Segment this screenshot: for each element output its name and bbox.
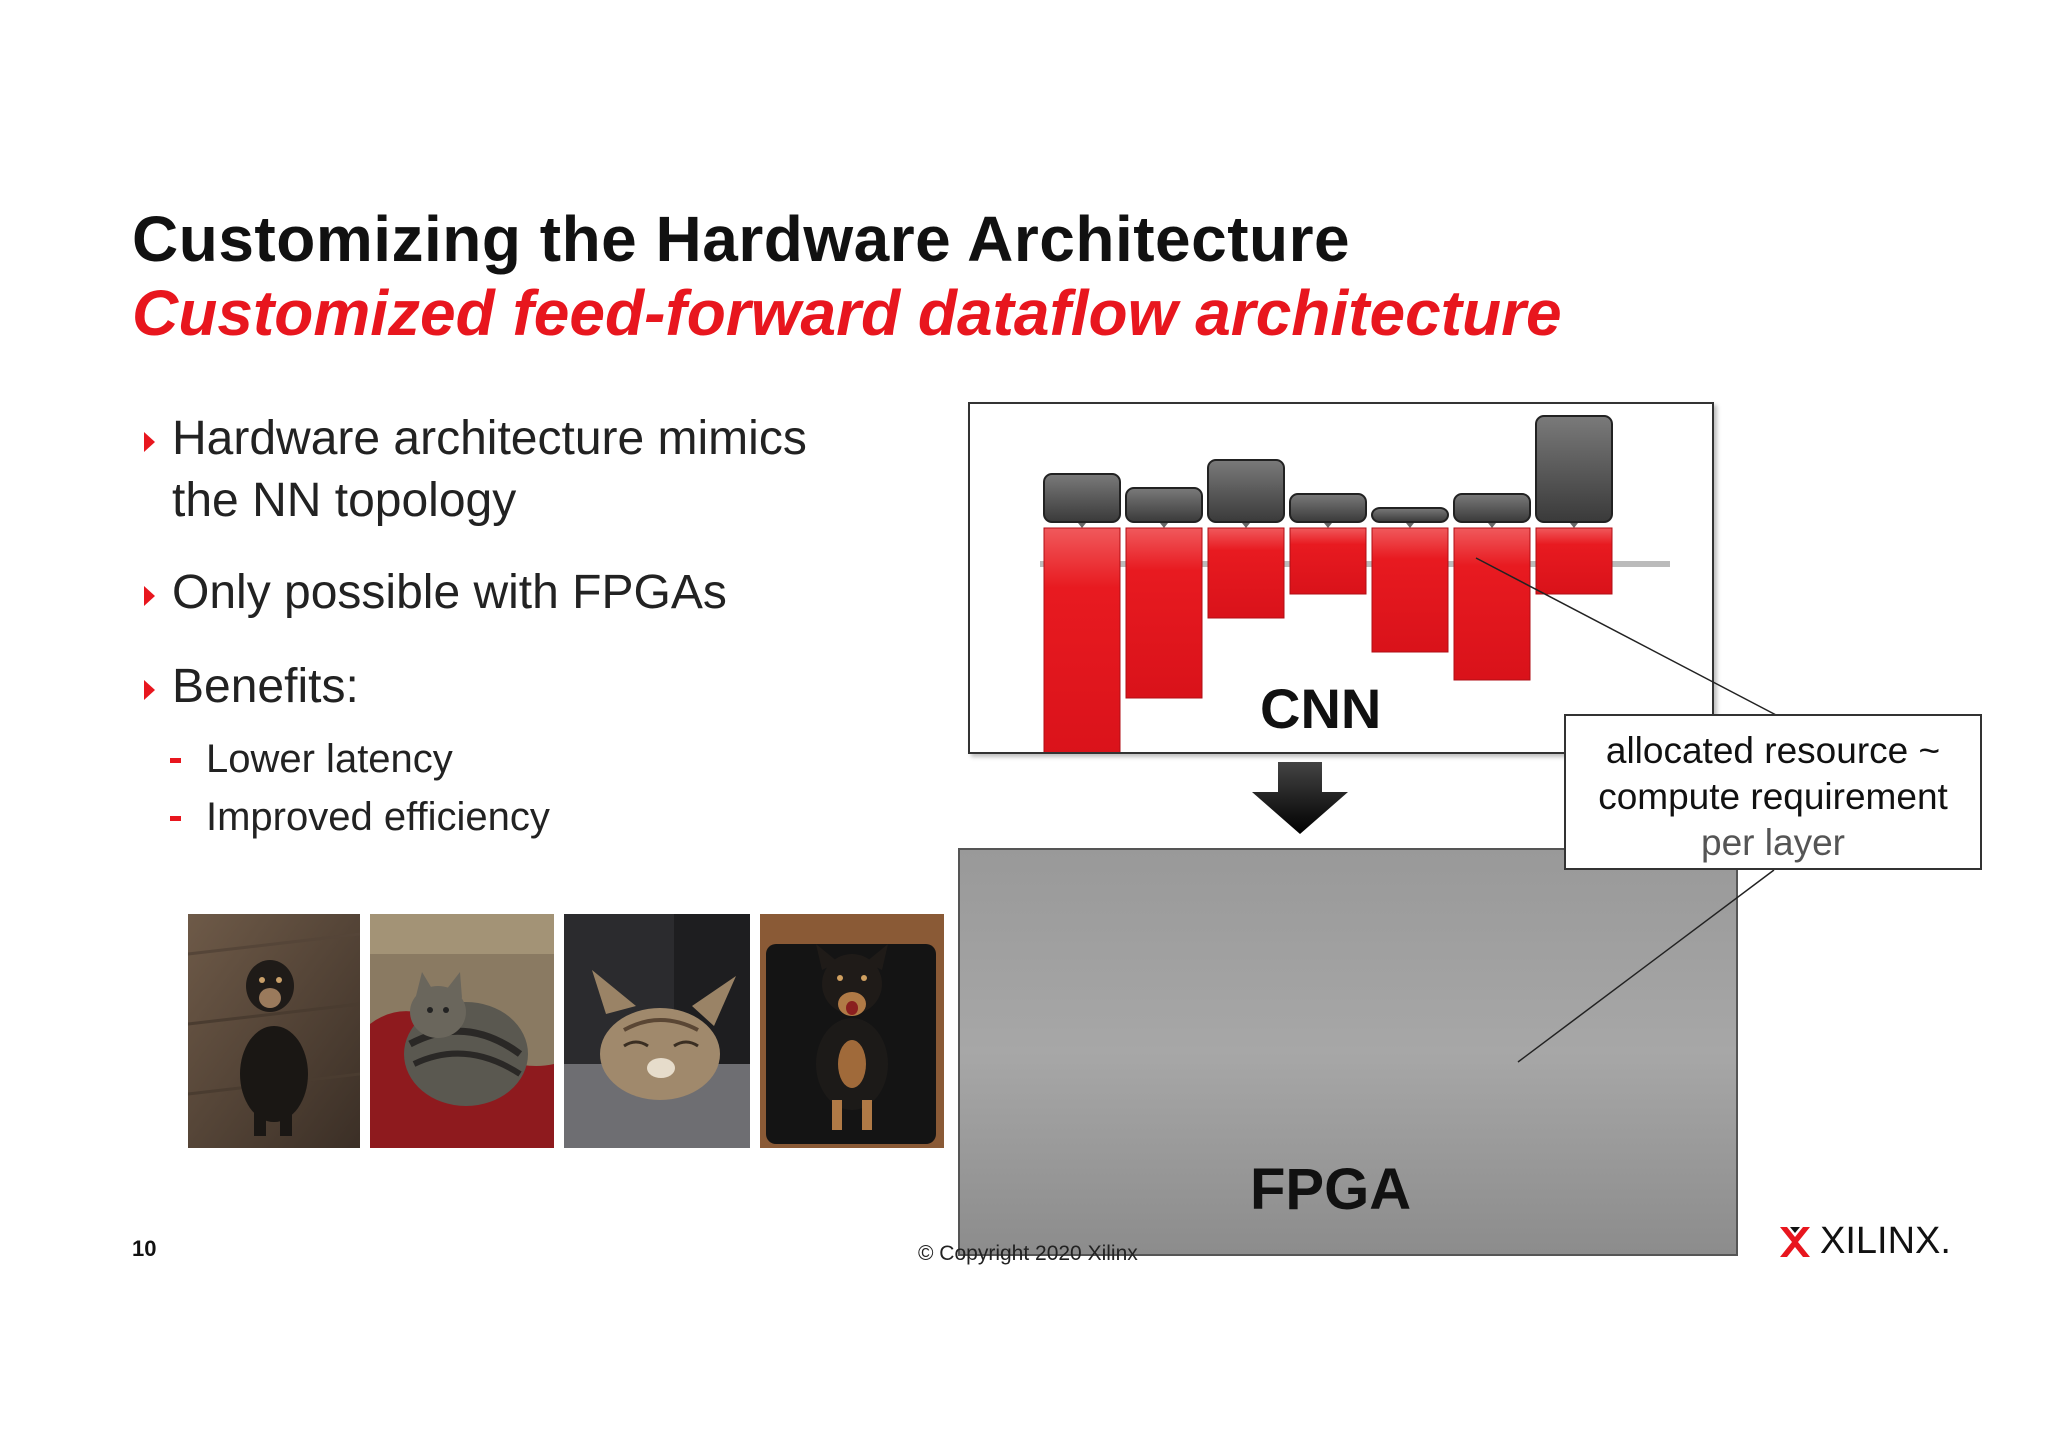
bullet-text-line2: the NN topology bbox=[172, 474, 517, 527]
callout-line-1: allocated resource ~ bbox=[1605, 730, 1941, 771]
cnn-layer-connector-7 bbox=[1570, 523, 1578, 528]
cnn-layer-block-4 bbox=[1290, 494, 1366, 522]
cnn-layer-connector-2 bbox=[1160, 523, 1168, 528]
cnn-layer-resource-bar-2 bbox=[1126, 528, 1202, 698]
photo-dog-1 bbox=[188, 914, 360, 1148]
cnn-layer-block-3 bbox=[1208, 460, 1284, 522]
cnn-layer-block-2 bbox=[1126, 488, 1202, 522]
cnn-layer-connector-3 bbox=[1242, 523, 1250, 528]
bullet-text: Benefits: bbox=[172, 660, 359, 713]
bullet-list bbox=[140, 408, 900, 846]
subbullet-lower-latency bbox=[140, 730, 900, 788]
cnn-layer-connector-5 bbox=[1406, 523, 1414, 528]
photo-dog-2 bbox=[760, 914, 944, 1148]
cnn-layer-connector-1 bbox=[1078, 523, 1086, 528]
cnn-layer-block-7 bbox=[1536, 416, 1612, 522]
dash-bullet-icon bbox=[170, 816, 181, 821]
cnn-layer-resource-bar-3 bbox=[1208, 528, 1284, 618]
bullet-text: Only possible with FPGAs bbox=[172, 566, 727, 619]
bullet-hardware-mimics bbox=[140, 408, 900, 532]
callout-line-2: compute requirement bbox=[1598, 776, 1948, 817]
slide-title: Customizing the Hardware Architecture bbox=[132, 203, 1351, 275]
fpga-label: FPGA bbox=[1250, 1157, 1412, 1222]
subbullet-text: Lower latency bbox=[206, 737, 453, 781]
cnn-layer-connector-4 bbox=[1324, 523, 1332, 528]
cnn-layer-block-6 bbox=[1454, 494, 1530, 522]
page-number: 10 bbox=[132, 1236, 157, 1261]
xilinx-logo-icon bbox=[1778, 1225, 1812, 1259]
photo-cat-1 bbox=[370, 914, 554, 1148]
xilinx-logo-text: XILINX. bbox=[1820, 1220, 1951, 1262]
bullet-fpga-only bbox=[140, 562, 900, 624]
cnn-layer-resource-bar-4 bbox=[1290, 528, 1366, 594]
bullet-arrow-icon bbox=[144, 586, 155, 606]
cnn-layer-connector-6 bbox=[1488, 523, 1496, 528]
subbullet-improved-efficiency bbox=[140, 788, 900, 846]
cnn-layer-block-5 bbox=[1372, 508, 1448, 522]
cnn-layer-resource-bar-6 bbox=[1454, 528, 1530, 680]
cnn-layer-block-1 bbox=[1044, 474, 1120, 522]
dash-bullet-icon bbox=[170, 758, 181, 763]
resource-callout bbox=[1564, 714, 1982, 870]
copyright-text: © Copyright 2020 Xilinx bbox=[918, 1242, 1138, 1265]
cnn-label: CNN bbox=[1260, 677, 1382, 740]
cnn-layer-resource-bar-1 bbox=[1044, 528, 1120, 752]
subbullet-text: Improved efficiency bbox=[206, 795, 550, 839]
bullet-arrow-icon bbox=[144, 680, 155, 700]
photo-cat-2 bbox=[564, 914, 750, 1148]
bullet-benefits bbox=[140, 656, 900, 718]
xilinx-logo bbox=[1778, 1220, 1951, 1263]
bullet-arrow-icon bbox=[144, 432, 155, 452]
down-arrow-icon bbox=[1250, 762, 1350, 836]
cnn-layer-resource-bar-7 bbox=[1536, 528, 1612, 594]
callout-line-3: per layer bbox=[1701, 822, 1845, 863]
bullet-text-line1: Hardware architecture mimics bbox=[172, 412, 807, 465]
slide-subtitle: Customized feed-forward dataflow architecture bbox=[132, 277, 1562, 349]
cnn-layer-resource-bar-5 bbox=[1372, 528, 1448, 652]
